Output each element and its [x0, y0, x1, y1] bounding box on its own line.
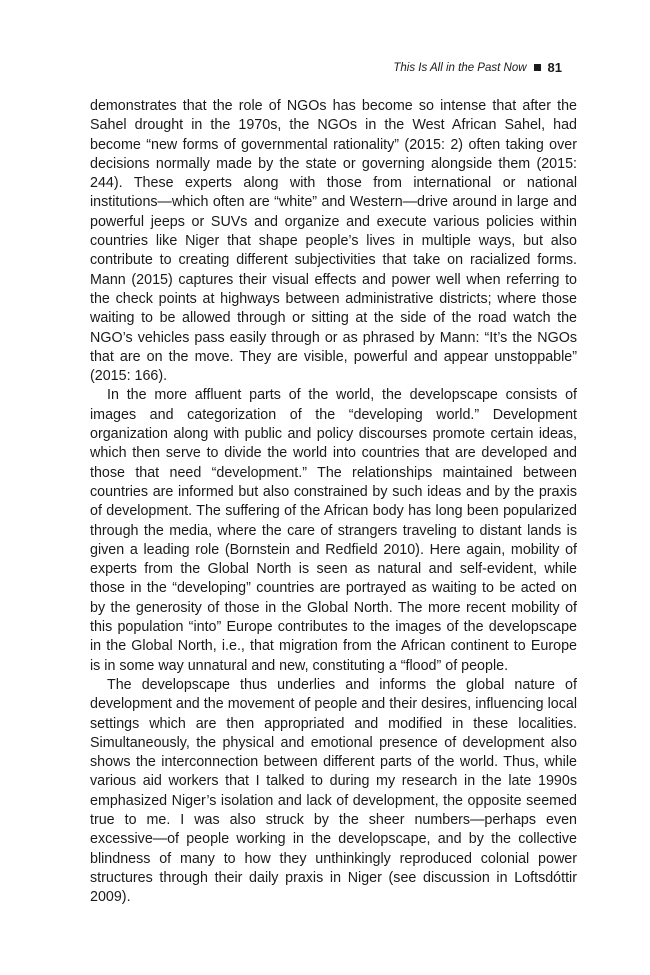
- body-text: [90, 97, 577, 907]
- square-bullet-icon: [534, 64, 541, 71]
- page-number: 81: [547, 60, 562, 75]
- paragraph-1: demonstrates that the role of NGOs has become so intense that after the Sahel drought in the 1970s, the NGOs in the West African Sahel, had become “new forms of governmental rationality” (2015: 2) often taking over decisions normally made by the state or governing alongside them (2015: 244). These experts along with those from international or national institutions—which often are “white” and Western—drive around in large and powerful jeeps or SUVs and organize and execute various policies within countries like Niger that shape people’s lives in multiple ways, but also contribute to creating different subjectivities that take on racialized forms. Mann (2015) captures their visual effects and power well when referring to the check points at highways between administrative districts; where those waiting to be allowed through or sitting at the side of the road watch the NGO’s vehicles pass easily through or as phrased by Mann: “It’s the NGOs that are on the move. They are visible, powerful and appear unstoppable” (2015: 166).: [90, 98, 577, 385]
- paragraph-3: The developscape thus underlies and informs the global nature of development and the movement of people and their desires, influencing local settings which are then appropriated and modified in these localities. Simultaneously, the physical and emotional presence of development also shows the interconnection between different parts of the world. Thus, while various aid workers that I talked to during my research in the late 1990s emphasized Niger’s isolation and lack of development, the opposite seemed true to me. I was also struck by the sheer numbers—perhaps even excessive—of people working in the developscape, and by the collective blindness of many to how they unthinkingly reproduced colonial power structures through their daily praxis in Niger (see discussion in Loftsdóttir 2009).: [90, 676, 577, 906]
- running-head-title: This Is All in the Past Now: [393, 61, 527, 74]
- running-head: [393, 60, 562, 75]
- paragraph-2: In the more affluent parts of the world, the developscape consists of images and categorization of the “developing world.” Development organization along with public and policy discourses promote certain ideas, which then serve to divide the world into countries that are developed and those that need “development.” The relationships maintained between countries are informed but also constrained by such ideas and by the praxis of development. The suffering of the African body has long been popularized through the media, where the care of strangers traveling to distant lands is given a leading role (Bornstein and Redfield 2010). Here again, mobility of experts from the Global North is seen as natural and self-evident, while those in the “developing” countries are portrayed as waiting to be acted on by the generosity of those in the Global North. The more recent mobility of this population “into” Europe contributes to the images of the developscape in the Global North, i.e., that migration from the African continent to Europe is in some way unnatural and new, constituting a “flood” of people.: [90, 387, 577, 674]
